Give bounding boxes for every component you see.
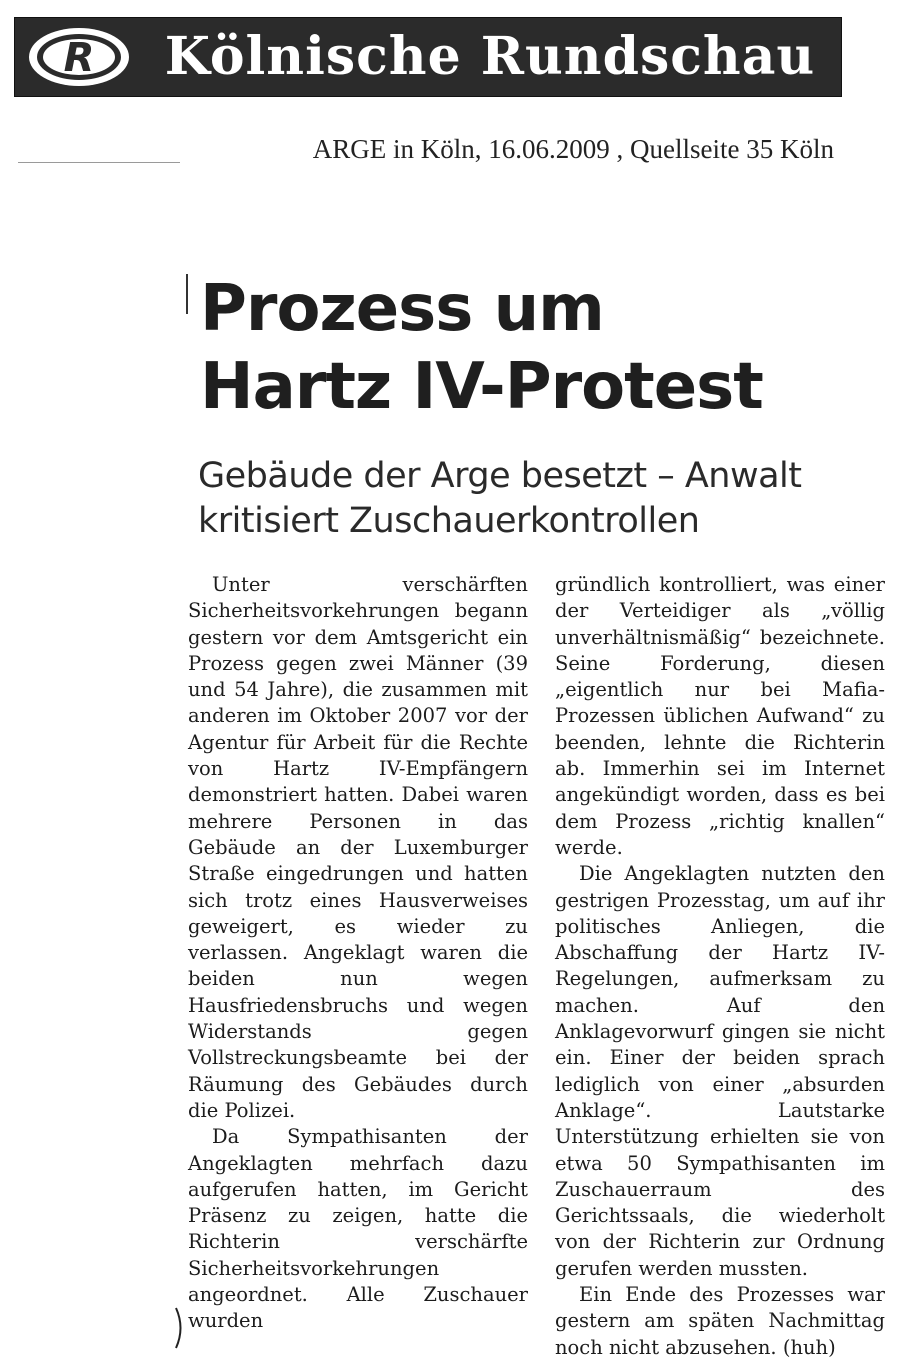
newspaper-title: Kölnische Rundschau xyxy=(164,26,816,87)
logo-letter: R xyxy=(63,35,95,81)
headline-line-2: Hartz IV-Protest xyxy=(200,350,763,424)
bracket-mark-icon xyxy=(174,1306,186,1350)
article-column-right xyxy=(555,572,885,1361)
divider-line xyxy=(18,162,180,163)
margin-mark xyxy=(186,274,188,314)
newspaper-logo-icon xyxy=(25,24,133,90)
source-line: ARGE in Köln, 16.06.2009 , Quellseite 35 Köln xyxy=(312,134,834,164)
masthead xyxy=(14,17,842,97)
subheadline xyxy=(198,454,898,544)
subheadline-line-1: Gebäude der Arge besetzt – Anwalt xyxy=(198,456,802,496)
headline xyxy=(200,270,890,426)
article-paragraph: Da Sympathisanten der Angeklagten mehrfach dazu aufgerufen hatten, im Gericht Präsenz zu zeigen, hatte die Richterin verschärfte Sicherheitsvorkehrungen angeordnet. Alle Zuschauer wurden xyxy=(188,1125,528,1333)
article-paragraph: Die Angeklagten nutzten den gestrigen Prozesstag, um auf ihr politisches Anliegen, die Abschaffung der Hartz IV-Regelungen, aufmerksam zu machen. Auf den Anklagevorwurf gingen sie nicht ein. Einer der beiden sprach lediglich von einer „absurden Anklage“. Lautstarke Unterstützung erhielten sie von etwa 50 Sympathisanten im Zuschauerraum des Gerichtssaals, die wiederholt von der Richterin zur Ordnung gerufen werden mussten. xyxy=(555,862,885,1280)
article-paragraph: Unter verschärften Sicherheitsvorkehrungen begann gestern vor dem Amtsgericht ein Prozess gegen zwei Männer (39 und 54 Jahre), die zusammen mit anderen im Oktober 2007 vor der Agentur für Arbeit für die Rechte von Hartz IV-Empfängern demonstriert hatten. Dabei waren mehrere Personen in das Gebäude an der Luxemburger Straße eingedrungen und hatten sich trotz eines Hausverweises geweigert, es wieder zu verlassen. Angeklagt waren die beiden nun wegen Hausfriedensbruchs und wegen Widerstands gegen Vollstreckungsbeamte bei der Räumung des Gebäudes durch die Polizei. xyxy=(188,573,528,1122)
article-paragraph: Ein Ende des Prozesses war gestern am späten Nachmittag noch nicht abzusehen. (huh) xyxy=(555,1283,885,1359)
article-paragraph: gründlich kontrolliert, was einer der Verteidiger als „völlig unverhältnismäßig“ bezeichnete. Seine Forderung, diesen „eigentlich nur bei Mafia-Prozessen üblichen Aufwand“ zu beenden, lehnte die Richterin ab. Immerhin sei im Internet angekündigt worden, dass es bei dem Prozess „richtig knallen“ werde. xyxy=(555,573,885,859)
article-column-left xyxy=(188,572,528,1335)
subheadline-line-2: kritisiert Zuschauerkontrollen xyxy=(198,501,700,541)
headline-line-1: Prozess um xyxy=(200,272,604,346)
